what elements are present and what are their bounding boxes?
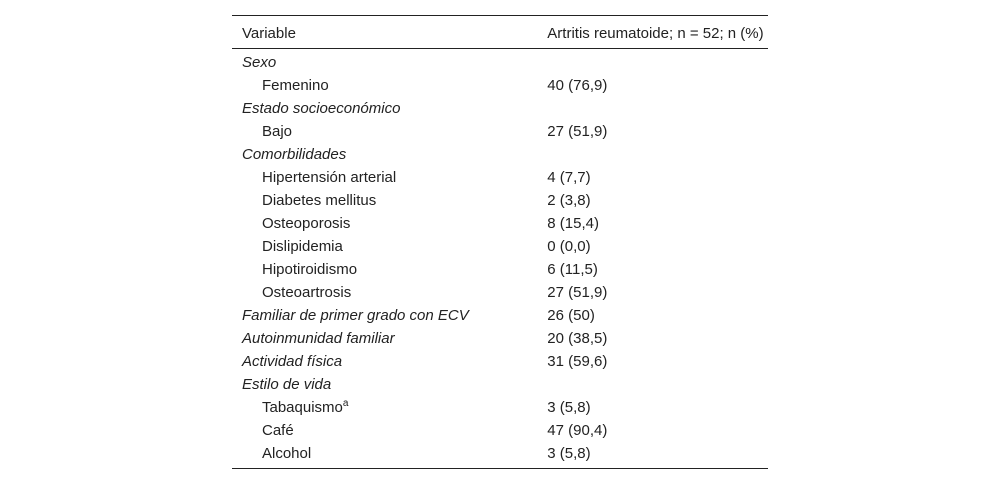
row-category-label <box>232 327 547 350</box>
row-label <box>232 74 547 97</box>
table-header <box>232 16 768 49</box>
row-value: 3 (5,8) <box>547 442 768 469</box>
row-label-text: Alcohol <box>262 445 312 462</box>
row-category-label <box>232 143 547 166</box>
table-row <box>232 258 768 281</box>
row-label-text: Tabaquismo <box>262 399 343 416</box>
row-label-text: Hipertensión arterial <box>262 169 397 186</box>
header-variable: Variable <box>232 16 547 49</box>
row-category-label <box>232 350 547 373</box>
characteristics-table-container <box>232 15 768 469</box>
row-value <box>547 97 768 120</box>
table-row <box>232 235 768 258</box>
table-row <box>232 166 768 189</box>
table-row <box>232 350 768 373</box>
row-value: 27 (51,9) <box>547 123 608 140</box>
header-row <box>232 16 768 49</box>
row-label <box>232 442 547 469</box>
table-row <box>232 143 768 166</box>
row-label <box>232 258 547 281</box>
row-label <box>232 396 547 419</box>
row-label-text: Estilo de vida <box>242 376 332 393</box>
characteristics-table <box>232 15 768 469</box>
row-value: 26 (50) <box>547 307 595 324</box>
row-label-text: Estado socioeconómico <box>242 100 401 117</box>
row-label-text: Familiar de primer grado con ECV <box>242 307 469 324</box>
row-label-text: Bajo <box>262 123 293 140</box>
row-value: 8 (15,4) <box>547 215 599 232</box>
row-value: 20 (38,5) <box>547 330 608 347</box>
row-category-label <box>232 49 547 75</box>
table-row <box>232 74 768 97</box>
table-row <box>232 120 768 143</box>
row-label-text: Dislipidemia <box>262 238 343 255</box>
table-row <box>232 49 768 75</box>
table-row <box>232 212 768 235</box>
row-category-label <box>232 373 547 396</box>
table-row <box>232 97 768 120</box>
table-row <box>232 304 768 327</box>
row-value: 6 (11,5) <box>547 261 598 278</box>
row-value: 4 (7,7) <box>547 169 591 186</box>
row-label-text: Café <box>262 422 294 439</box>
row-value: 40 (76,9) <box>547 77 608 94</box>
row-value <box>547 49 768 75</box>
row-value: 27 (51,9) <box>547 284 608 301</box>
row-label-text: Hipotiroidismo <box>262 261 358 278</box>
row-label-text: Diabetes mellitus <box>262 192 377 209</box>
row-label-text: Sexo <box>242 54 277 71</box>
table-row <box>232 442 768 469</box>
header-value: Artritis reumatoide; n = 52; n (%) <box>547 16 768 49</box>
row-category-label <box>232 304 547 327</box>
table-row <box>232 373 768 396</box>
row-label-text: Actividad física <box>242 353 343 370</box>
row-value: 0 (0,0) <box>547 238 591 255</box>
table-row <box>232 281 768 304</box>
row-label-text: Comorbilidades <box>242 146 347 163</box>
row-label <box>232 281 547 304</box>
row-label <box>232 120 547 143</box>
row-category-label <box>232 97 547 120</box>
row-value <box>547 143 768 166</box>
footnote-marker: a <box>342 398 349 409</box>
row-label <box>232 419 547 442</box>
row-value <box>547 373 768 396</box>
table-row <box>232 396 768 419</box>
row-label <box>232 189 547 212</box>
table-row <box>232 327 768 350</box>
row-value: 47 (90,4) <box>547 422 608 439</box>
row-value: 3 (5,8) <box>547 399 591 416</box>
table-row <box>232 419 768 442</box>
row-label-text: Osteoartrosis <box>262 284 352 301</box>
row-value: 2 (3,8) <box>547 192 591 209</box>
row-label-text: Autoinmunidad familiar <box>242 330 395 347</box>
row-label <box>232 166 547 189</box>
table-row <box>232 189 768 212</box>
table-body <box>232 49 768 469</box>
row-label-text: Femenino <box>262 77 329 94</box>
row-label <box>232 212 547 235</box>
row-label-text: Osteoporosis <box>262 215 351 232</box>
row-value: 31 (59,6) <box>547 353 608 370</box>
row-label <box>232 235 547 258</box>
